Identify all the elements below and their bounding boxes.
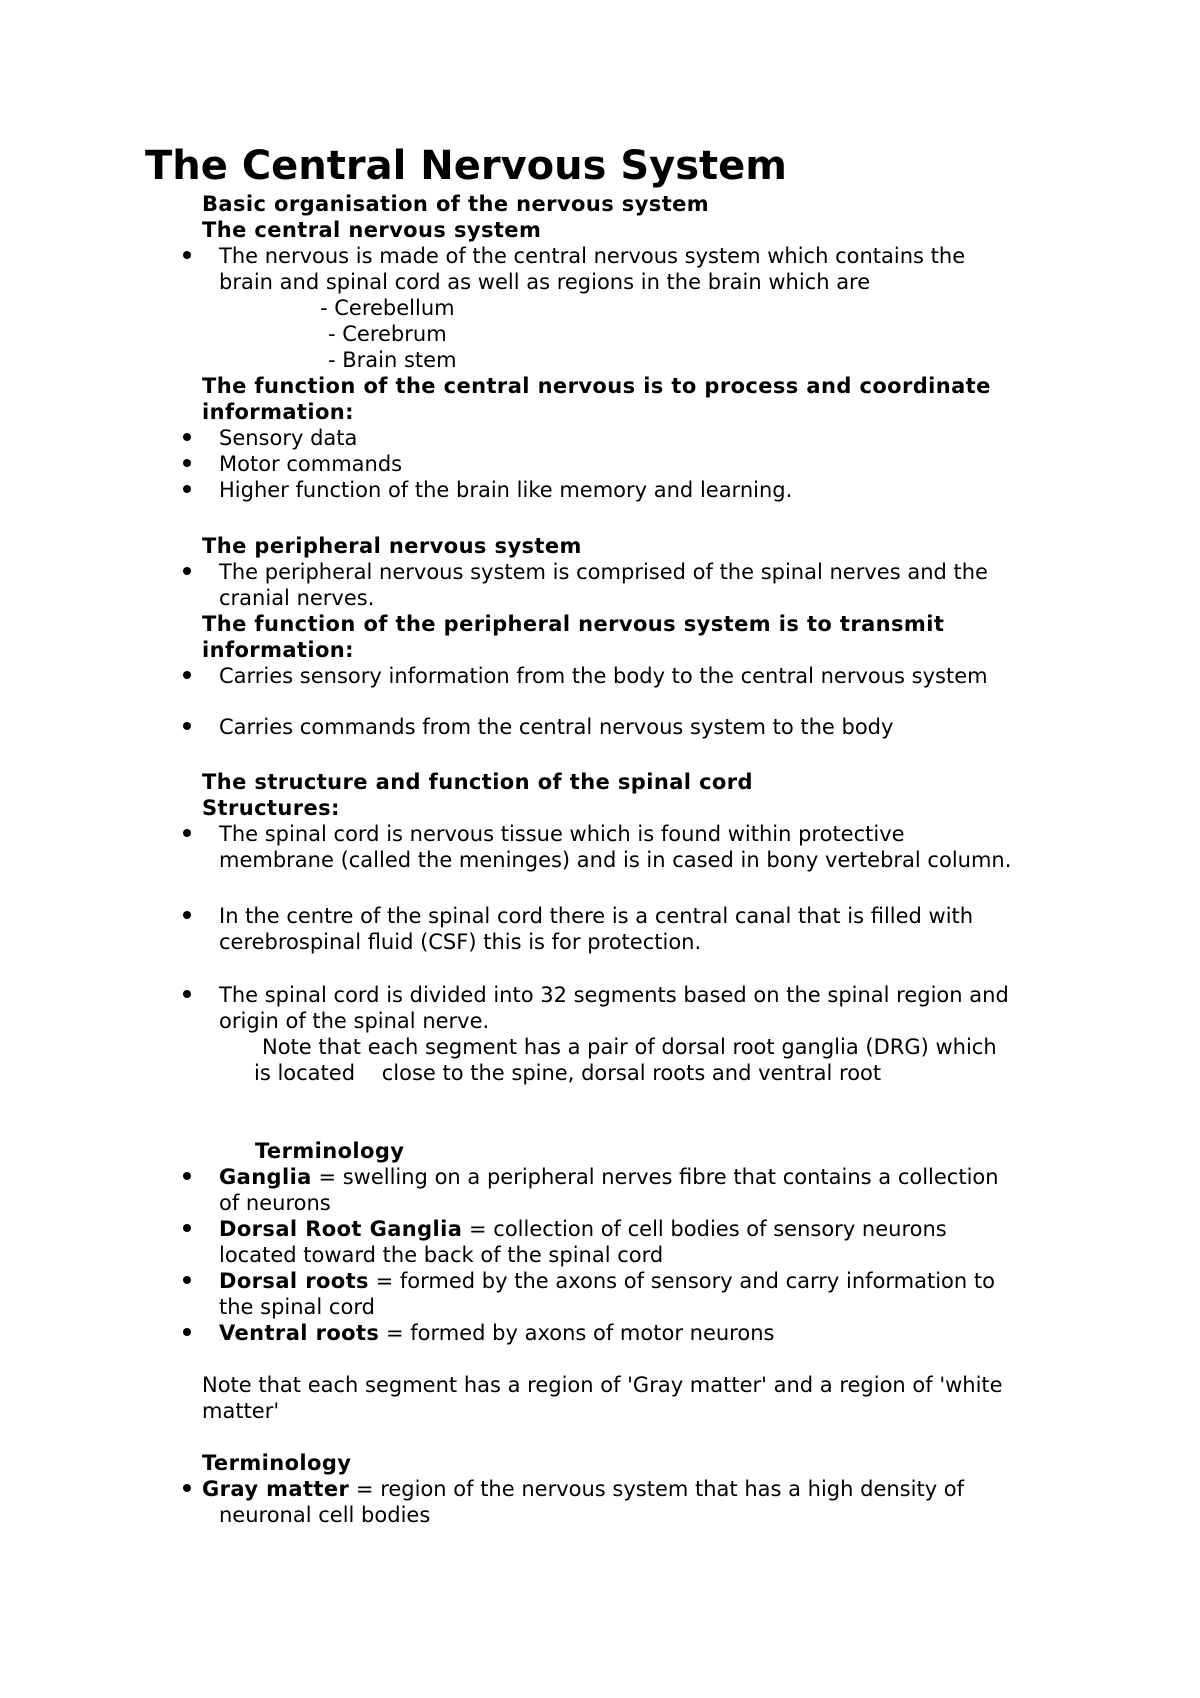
term-item-gray-matter [202,1476,964,1502]
term-item-dorsal-roots [219,1268,995,1294]
term-definition-continued: located toward the back of the spinal cord [219,1243,664,1267]
term-name: Ganglia [219,1165,312,1189]
subheading-central-nervous-system: The central nervous system [202,218,542,242]
spinal-bullet-1-line-2: membrane (called the meninges) and is in cased in bony vertebral column. [219,848,1012,872]
spinal-bullet-1-line-1: The spinal cord is nervous tissue which is found within protective [219,822,905,846]
term-definition: = formed by the axons of sensory and carry information to [368,1269,995,1293]
bullet-icon [183,1328,191,1336]
bullet-icon [183,433,191,441]
bullet-icon [183,251,191,259]
pns-bullet-line-1: The peripheral nervous system is comprised of the spinal nerves and the [219,560,988,584]
bullet-icon [183,1172,191,1180]
drg-note-line-2: is located close to the spine, dorsal roots and ventral root [254,1061,882,1085]
pns-function-heading-line-2: information: [202,638,354,662]
cns-function-heading-line-2: information: [202,400,354,424]
terminology-heading: Terminology [255,1139,405,1163]
section-heading-basic-organisation: Basic organisation of the nervous system [202,192,710,216]
term-definition-continued: of neurons [219,1191,331,1215]
cns-intro-line-1: The nervous is made of the central nervous system which contains the [219,244,966,268]
structures-label: Structures: [202,796,340,820]
bullet-icon [183,485,191,493]
bullet-icon [183,1224,191,1232]
bullet-icon [183,1276,191,1284]
bullet-icon [183,722,191,730]
bullet-icon [183,829,191,837]
bullet-icon [183,671,191,679]
bullet-icon [183,911,191,919]
cns-function-item: Motor commands [219,452,403,476]
bullet-icon [183,567,191,575]
term-name: Gray matter [202,1477,350,1501]
region-item-cerebrum: - Cerebrum [328,322,447,346]
page-title: The Central Nervous System [145,143,787,189]
pns-bullet-line-2: cranial nerves. [219,586,375,610]
term-item-dorsal-root-ganglia [219,1216,947,1242]
pns-function-heading-line-1: The function of the peripheral nervous system is to transmit [202,612,945,636]
spinal-bullet-2-line-1: In the centre of the spinal cord there is a central canal that is filled with [219,904,974,928]
matter-note-line-2: matter' [202,1399,280,1423]
region-item-brain-stem: - Brain stem [328,348,457,372]
term-name: Ventral roots [219,1321,380,1345]
term-name: Dorsal Root Ganglia [219,1217,463,1241]
cns-function-heading-line-1: The function of the central nervous is to process and coordinate [202,374,991,398]
term-definition: = collection of cell bodies of sensory neurons [462,1217,947,1241]
bullet-icon [183,990,191,998]
spinal-bullet-3-line-2: origin of the spinal nerve. [219,1009,490,1033]
cns-intro-line-2: brain and spinal cord as well as regions in the brain which are [219,270,871,294]
drg-note-line-1: Note that each segment has a pair of dorsal root ganglia (DRG) which [262,1035,997,1059]
term-item-ganglia [219,1164,999,1190]
term-definition-continued: the spinal cord [219,1295,375,1319]
matter-note-line-1: Note that each segment has a region of 'Gray matter' and a region of 'white [202,1373,1003,1397]
term-definition: = region of the nervous system that has a high density of [349,1477,965,1501]
term-definition: = formed by axons of motor neurons [379,1321,775,1345]
cns-function-item: Higher function of the brain like memory and learning. [219,478,793,502]
spinal-cord-heading: The structure and function of the spinal cord [202,770,753,794]
term-definition: = swelling on a peripheral nerves fibre that contains a collection [311,1165,999,1189]
term-definition-continued: neuronal cell bodies [219,1503,431,1527]
bullet-icon [183,459,191,467]
terminology-heading: Terminology [202,1451,352,1475]
term-item-ventral-roots [219,1320,774,1346]
spinal-bullet-3-line-1: The spinal cord is divided into 32 segments based on the spinal region and [219,983,1009,1007]
term-name: Dorsal roots [219,1269,369,1293]
cns-function-item: Sensory data [219,426,358,450]
pns-function-item: Carries sensory information from the body to the central nervous system [219,664,988,688]
spinal-bullet-2-line-2: cerebrospinal fluid (CSF) this is for protection. [219,930,702,954]
region-item-cerebellum: - Cerebellum [320,296,455,320]
pns-heading: The peripheral nervous system [202,534,582,558]
pns-function-item: Carries commands from the central nervous system to the body [219,715,894,739]
bullet-icon [183,1484,191,1492]
